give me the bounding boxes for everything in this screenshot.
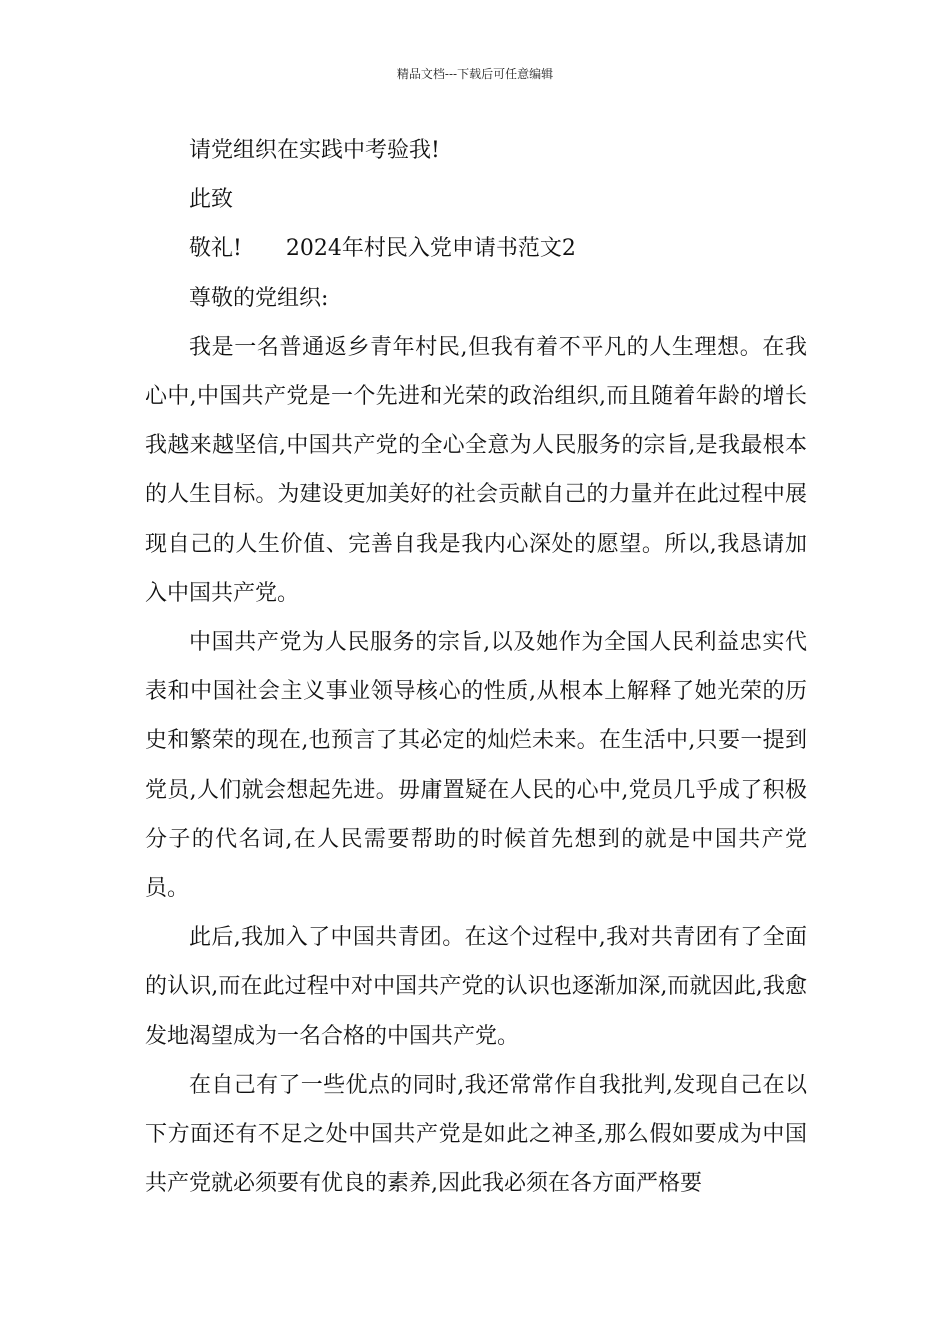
greeting-line: 尊敬的党组织: xyxy=(189,285,329,311)
body-paragraph: 中国共产党为人民服务的宗旨,以及她作为全国人民利益忠实代表和中国社会主义事业领导核心的性质,从根本上解释了她光荣的历史和繁荣的现在,也预言了其必定的灿烂未来。在生活中,只要一提到党员,人们就会想起先进。毋庸置疑在人民的心中,党员几乎成了积极分子的代名词,在人民需要帮助的时候首先想到的就是中国共产党员。 xyxy=(145,630,807,902)
section-title: 2024年村民入党申请书范文2 xyxy=(285,236,576,262)
page-header: 精品文档---下载后可任意编辑 xyxy=(396,67,554,81)
salute-and-title-line xyxy=(145,224,807,273)
closing-request-paragraph: 请党组织在实践中考验我! xyxy=(189,138,440,163)
closing-salutation: 此致 xyxy=(189,187,234,213)
document-body xyxy=(145,126,807,1208)
body-paragraph: 在自己有了一些优点的同时,我还常常作自我批判,发现自己在以下方面还有不足之处中国共产党是如此之神圣,那么假如要成为中国共产党就必须要有优良的素养,因此我必须在各方面严格要 xyxy=(145,1072,807,1197)
closing-salute: 敬礼! xyxy=(189,236,242,262)
body-paragraph: 我是一名普通返乡青年村民,但我有着不平凡的人生理想。在我心中,中国共产党是一个先进和光荣的政治组织,而且随着年龄的增长我越来越坚信,中国共产党的全心全意为人民服务的宗旨,是我最根本的人生目标。为建设更加美好的社会贡献自己的力量并在此过程中展现自己的人生价值、完善自我是我内心深处的愿望。所以,我恳请加入中国共产党。 xyxy=(145,334,807,606)
body-paragraph: 此后,我加入了中国共青团。在这个过程中,我对共青团有了全面的认识,而在此过程中对中国共产党的认识也逐渐加深,而就因此,我愈发地渴望成为一名合格的中国共产党。 xyxy=(145,925,807,1049)
